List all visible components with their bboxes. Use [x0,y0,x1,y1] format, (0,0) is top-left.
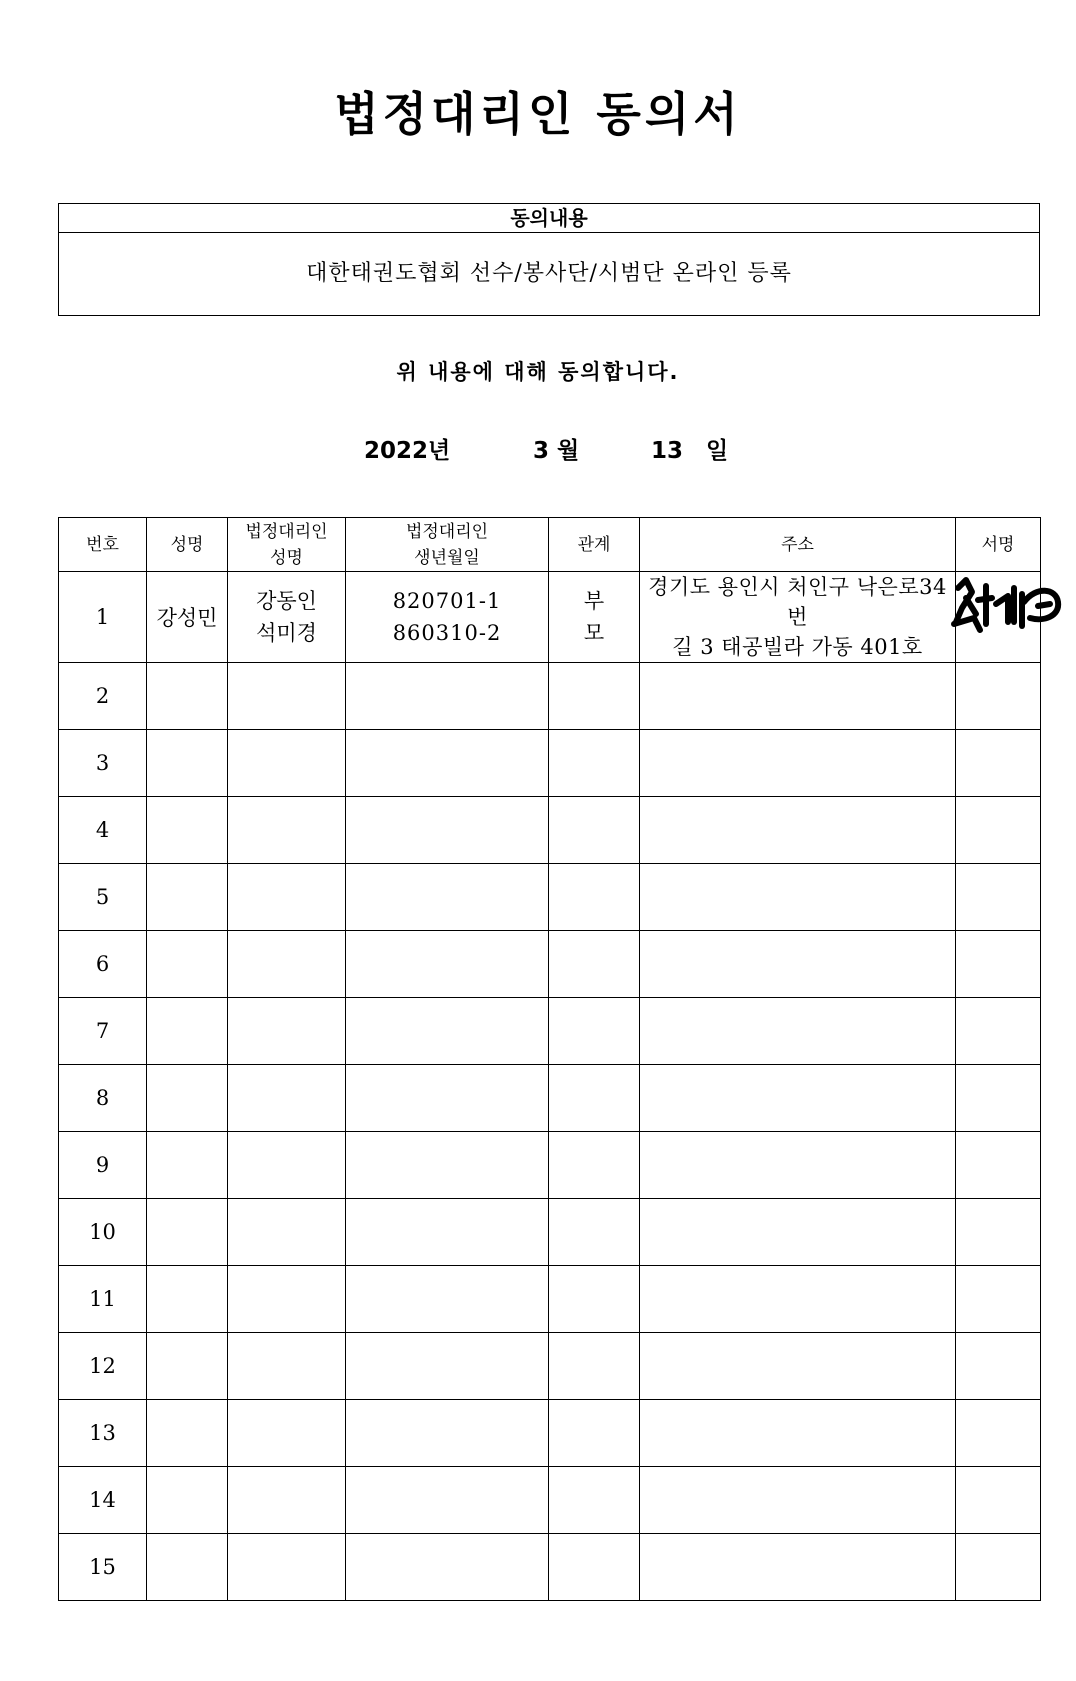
guardian-birth-cell [346,1400,549,1467]
row-number: 8 [59,1065,147,1132]
relation-2: 모 [583,621,605,645]
relation-cell [549,864,640,931]
address-line-2: 길 3 태공빌라 가동 401호 [672,635,923,659]
header-guardian-name [228,518,346,572]
student-name: 강성민 [147,572,228,663]
header-guardian-birth [346,518,549,572]
row-number: 12 [59,1333,147,1400]
header-number: 번호 [59,518,147,572]
relation-cell [549,1132,640,1199]
guardian-name-cell [228,1065,346,1132]
row-number: 5 [59,864,147,931]
relation-cell [549,931,640,998]
signature-cell [956,1266,1041,1333]
row-number: 15 [59,1534,147,1601]
signature-cell [956,1400,1041,1467]
signature-cell [956,931,1041,998]
guardian-birth-cell [346,1333,549,1400]
address-cell [640,1400,956,1467]
student-name [147,998,228,1065]
consent-content-box [58,203,1040,316]
guardian-name-cell [228,797,346,864]
student-name [147,663,228,730]
table-row [59,1132,1041,1199]
address-cell [640,663,956,730]
signature-cell [956,1333,1041,1400]
table-row [59,1199,1041,1266]
table-row [59,1400,1041,1467]
guardian-name-cell [228,1132,346,1199]
address-cell [640,998,956,1065]
relation-cell [549,1065,640,1132]
row-number: 13 [59,1400,147,1467]
guardian-birth-cell [346,998,549,1065]
guardian-name-cell [228,1534,346,1601]
address [640,572,956,663]
guardian-name-cell [228,931,346,998]
signature-cell [956,998,1041,1065]
guardian-name-cell [228,730,346,797]
signature-cell [956,663,1041,730]
address-cell [640,730,956,797]
row-number: 9 [59,1132,147,1199]
row-number: 6 [59,931,147,998]
row-number: 1 [59,572,147,663]
guardian-birth-cell [346,730,549,797]
signature-cell [956,1132,1041,1199]
relation-cell [549,1266,640,1333]
row-number: 3 [59,730,147,797]
guardian-name-cell [228,1467,346,1534]
student-name [147,931,228,998]
consent-text: 대한태권도협회 선수/봉사단/시범단 온라인 등록 [306,261,792,286]
signature-cell [956,797,1041,864]
student-name [147,864,228,931]
guardian-birth-cell [346,1467,549,1534]
table-row [59,572,1041,663]
handwritten-signature [950,576,1065,638]
student-name [147,1132,228,1199]
relation-1: 부 [583,589,605,613]
date-year: 2022년 [364,438,451,464]
date-month: 3 월 [533,438,580,464]
address-cell [640,1333,956,1400]
header-name: 성명 [147,518,228,572]
guardian-name-cell [228,1333,346,1400]
student-name [147,797,228,864]
row-number: 7 [59,998,147,1065]
address-cell [640,931,956,998]
row-number: 4 [59,797,147,864]
guardian-names [228,572,346,663]
relation-cell [549,1199,640,1266]
table-row [59,663,1041,730]
signature-cell [956,1065,1041,1132]
signature-cell [956,730,1041,797]
relation-cell [549,730,640,797]
header-guardian-name-line1: 법정대리인 [245,521,328,542]
guardian-name-cell [228,1266,346,1333]
address-line-1: 경기도 용인시 처인구 낙은로34번 [648,575,947,629]
guardian-birth-cell [346,931,549,998]
header-guardian-birth-line1: 법정대리인 [405,521,489,542]
relation-cell [549,1400,640,1467]
signature-cell [956,864,1041,931]
header-guardian-birth-line2: 생년월일 [414,547,480,568]
header-signature: 서명 [956,518,1041,572]
address-cell [640,1266,956,1333]
student-name [147,1467,228,1534]
relations [549,572,640,663]
guardian-birth-cell [346,864,549,931]
table-row [59,1467,1041,1534]
guardian-birth-cell [346,1266,549,1333]
guardian-name-2: 석미경 [256,621,317,645]
header-relation: 관계 [549,518,640,572]
signature-cell [956,572,1041,663]
address-cell [640,1199,956,1266]
row-number: 14 [59,1467,147,1534]
student-name [147,1333,228,1400]
consent-roster-table [58,517,1041,1601]
address-cell [640,1132,956,1199]
guardian-name-cell [228,864,346,931]
student-name [147,730,228,797]
table-row [59,1266,1041,1333]
table-row [59,998,1041,1065]
table-row [59,1534,1041,1601]
student-name [147,1400,228,1467]
address-cell [640,1467,956,1534]
relation-cell [549,998,640,1065]
student-name [147,1199,228,1266]
guardian-name-1: 강동인 [256,589,317,613]
relation-cell [549,1534,640,1601]
signature-cell [956,1467,1041,1534]
relation-cell [549,1333,640,1400]
table-row [59,1333,1041,1400]
guardian-birth-cell [346,663,549,730]
guardian-birth-1: 820701-1 [392,589,502,613]
table-row [59,864,1041,931]
relation-cell [549,1467,640,1534]
relation-cell [549,663,640,730]
guardian-name-cell [228,1400,346,1467]
guardian-name-cell [228,663,346,730]
guardian-birth-cell [346,1534,549,1601]
guardian-birth-2: 860310-2 [392,621,502,645]
row-number: 11 [59,1266,147,1333]
guardian-name-cell [228,998,346,1065]
address-cell [640,797,956,864]
guardian-birth-cell [346,1065,549,1132]
student-name [147,1534,228,1601]
guardian-name-cell [228,1199,346,1266]
address-cell [640,1065,956,1132]
student-name [147,1266,228,1333]
address-cell [640,864,956,931]
guardian-birth-cell [346,1199,549,1266]
guardian-birthdates [346,572,549,663]
table-row [59,1065,1041,1132]
guardian-birth-cell [346,1132,549,1199]
relation-cell [549,797,640,864]
row-number: 10 [59,1199,147,1266]
header-guardian-name-line2: 성명 [270,547,303,568]
consent-header: 동의내용 [59,204,1039,233]
signature-cell [956,1534,1041,1601]
document-title: 법정대리인 동의서 [334,87,742,141]
table-row [59,730,1041,797]
row-number: 2 [59,663,147,730]
address-cell [640,1534,956,1601]
agreement-statement: 위 내용에 대해 동의합니다. [396,360,680,384]
table-header-row [59,518,1041,572]
signature-cell [956,1199,1041,1266]
header-address: 주소 [640,518,956,572]
date-day: 13 일 [651,438,729,464]
student-name [147,1065,228,1132]
table-row [59,931,1041,998]
table-row [59,797,1041,864]
guardian-birth-cell [346,797,549,864]
